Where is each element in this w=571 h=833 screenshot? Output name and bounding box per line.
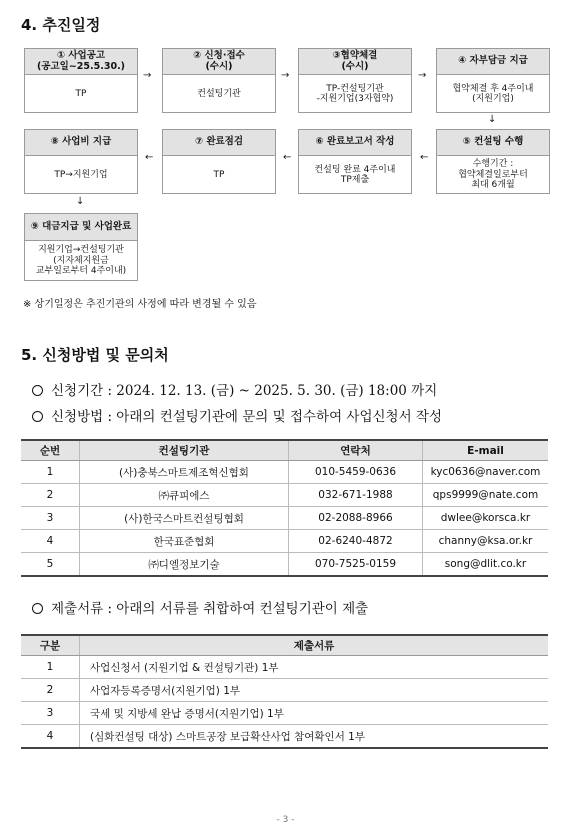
contacts-header-no: 순번 bbox=[21, 440, 80, 461]
documents-header-no: 구분 bbox=[21, 635, 80, 656]
row-email: song@dlit.co.kr bbox=[423, 553, 549, 577]
row-no: 4 bbox=[21, 530, 80, 553]
flow-step-7-body: TP bbox=[213, 169, 225, 180]
row-no: 3 bbox=[21, 507, 80, 530]
row-no: 1 bbox=[21, 656, 80, 679]
docs-text: 제출서류 : 아래의 서류를 취합하여 컨설팅기관이 제출 bbox=[51, 601, 369, 617]
flow-step-4-head: ④ 자부담금 지급 bbox=[437, 49, 549, 75]
arrow-right-2: → bbox=[281, 70, 290, 81]
documents-header-doc: 제출서류 bbox=[80, 635, 549, 656]
row-email: channy@ksa.or.kr bbox=[423, 530, 549, 553]
flow-step-5-body: 수행기간 : 협약체결일로부터 최대 6개월 bbox=[458, 159, 528, 191]
flow-step-1-body: TP bbox=[75, 88, 87, 99]
table-row bbox=[21, 656, 548, 679]
table-row bbox=[21, 530, 548, 553]
row-doc: 사업신청서 (지원기업 & 컨설팅기관) 1부 bbox=[80, 656, 549, 679]
flow-step-6-head: ⑥ 완료보고서 작성 bbox=[299, 130, 411, 156]
row-phone: 02-2088-8966 bbox=[289, 507, 423, 530]
flow-step-7 bbox=[162, 129, 276, 194]
period-text: 신청기간 : 2024. 12. 13. (금) ~ 2025. 5. 30. (금) 18:00 까지 bbox=[51, 383, 438, 399]
row-phone: 032-671-1988 bbox=[289, 484, 423, 507]
flow-step-9-body: 지원기업→컨설팅기관 (지자체지원금 교부일로부터 4주이내) bbox=[35, 245, 127, 277]
row-no: 2 bbox=[21, 679, 80, 702]
flow-step-5-head: ⑤ 컨설팅 수행 bbox=[437, 130, 549, 156]
flow-step-2-head: ② 신청·접수 (수시) bbox=[163, 49, 275, 75]
flow-step-9-head: ⑨ 대금지급 및 사업완료 bbox=[25, 214, 137, 241]
row-no: 1 bbox=[21, 461, 80, 484]
bullet-circle-icon bbox=[32, 411, 43, 422]
arrow-down-2: ↓ bbox=[76, 196, 85, 207]
flow-step-6-body: 컨설팅 완료 4주이내 TP제출 bbox=[314, 164, 396, 185]
flow-step-1-head: ① 사업공고 (공고일~25.5.30.) bbox=[25, 49, 137, 75]
row-org: ㈜디엘정보기술 bbox=[80, 553, 289, 577]
flow-step-4 bbox=[436, 48, 550, 113]
row-org: (사)한국스마트컨설팅협회 bbox=[80, 507, 289, 530]
row-doc: 국세 및 지방세 완납 증명서(지원기업) 1부 bbox=[80, 702, 549, 725]
flow-step-6 bbox=[298, 129, 412, 194]
table-row bbox=[21, 484, 548, 507]
table-row bbox=[21, 553, 548, 577]
row-no: 4 bbox=[21, 725, 80, 749]
arrow-right-1: → bbox=[143, 70, 152, 81]
row-no: 5 bbox=[21, 553, 80, 577]
flow-step-3 bbox=[298, 48, 412, 113]
docs-line bbox=[32, 597, 368, 617]
table-row bbox=[21, 702, 548, 725]
flow-step-5 bbox=[436, 129, 550, 194]
row-email: kyc0636@naver.com bbox=[423, 461, 549, 484]
row-no: 2 bbox=[21, 484, 80, 507]
arrow-left-1: ← bbox=[145, 152, 154, 163]
arrow-left-2: ← bbox=[283, 152, 292, 163]
contacts-header-org: 컨설팅기관 bbox=[80, 440, 289, 461]
row-doc: (심화컨설팅 대상) 스마트공장 보급확산사업 참여확인서 1부 bbox=[80, 725, 549, 749]
arrow-right-3: → bbox=[418, 70, 427, 81]
row-org: 한국표준협회 bbox=[80, 530, 289, 553]
bullet-circle-icon bbox=[32, 385, 43, 396]
contacts-table bbox=[21, 439, 548, 577]
flow-step-8 bbox=[24, 129, 138, 194]
flow-step-9 bbox=[24, 213, 138, 281]
schedule-note: ※ 상기일정은 추진기관의 사정에 따라 변경될 수 있음 bbox=[23, 299, 257, 310]
row-phone: 070-7525-0159 bbox=[289, 553, 423, 577]
flow-step-3-body: TP-컨설팅기관 -지원기업(3자협약) bbox=[316, 83, 394, 104]
documents-table bbox=[21, 634, 548, 749]
contacts-header-row bbox=[21, 440, 548, 461]
section4-title: 4. 추진일정 bbox=[21, 16, 101, 34]
page-number: - 3 - bbox=[276, 815, 295, 825]
row-email: dwlee@korsca.kr bbox=[423, 507, 549, 530]
flow-step-1 bbox=[24, 48, 138, 113]
row-phone: 02-6240-4872 bbox=[289, 530, 423, 553]
period-line bbox=[32, 379, 437, 399]
flow-step-8-head: ⑧ 사업비 지급 bbox=[25, 130, 137, 156]
arrow-left-3: ← bbox=[420, 152, 429, 163]
flow-step-7-head: ⑦ 완료점검 bbox=[163, 130, 275, 156]
row-doc: 사업자등록증명서(지원기업) 1부 bbox=[80, 679, 549, 702]
row-org: (사)충북스마트제조혁신협회 bbox=[80, 461, 289, 484]
table-row bbox=[21, 725, 548, 749]
table-row bbox=[21, 507, 548, 530]
method-text: 신청방법 : 아래의 컨설팅기관에 문의 및 접수하여 사업신청서 작성 bbox=[51, 409, 442, 425]
bullet-circle-icon bbox=[32, 603, 43, 614]
table-row bbox=[21, 679, 548, 702]
flow-step-4-body: 협약체결 후 4주이내 (지원기업) bbox=[452, 83, 534, 104]
arrow-down-1: ↓ bbox=[488, 114, 497, 125]
method-line bbox=[32, 405, 442, 425]
flow-step-2-body: 컨설팅기관 bbox=[197, 88, 241, 99]
section5-title: 5. 신청방법 및 문의처 bbox=[21, 346, 169, 364]
contacts-header-phone: 연락처 bbox=[289, 440, 423, 461]
contacts-header-email: E-mail bbox=[423, 440, 549, 461]
row-org: ㈜큐피에스 bbox=[80, 484, 289, 507]
flow-step-2 bbox=[162, 48, 276, 113]
table-row bbox=[21, 461, 548, 484]
row-phone: 010-5459-0636 bbox=[289, 461, 423, 484]
documents-header-row bbox=[21, 635, 548, 656]
flow-step-8-body: TP→지원기업 bbox=[54, 169, 108, 180]
row-email: qps9999@nate.com bbox=[423, 484, 549, 507]
flow-step-3-head: ③협약체결 (수시) bbox=[299, 49, 411, 75]
row-no: 3 bbox=[21, 702, 80, 725]
